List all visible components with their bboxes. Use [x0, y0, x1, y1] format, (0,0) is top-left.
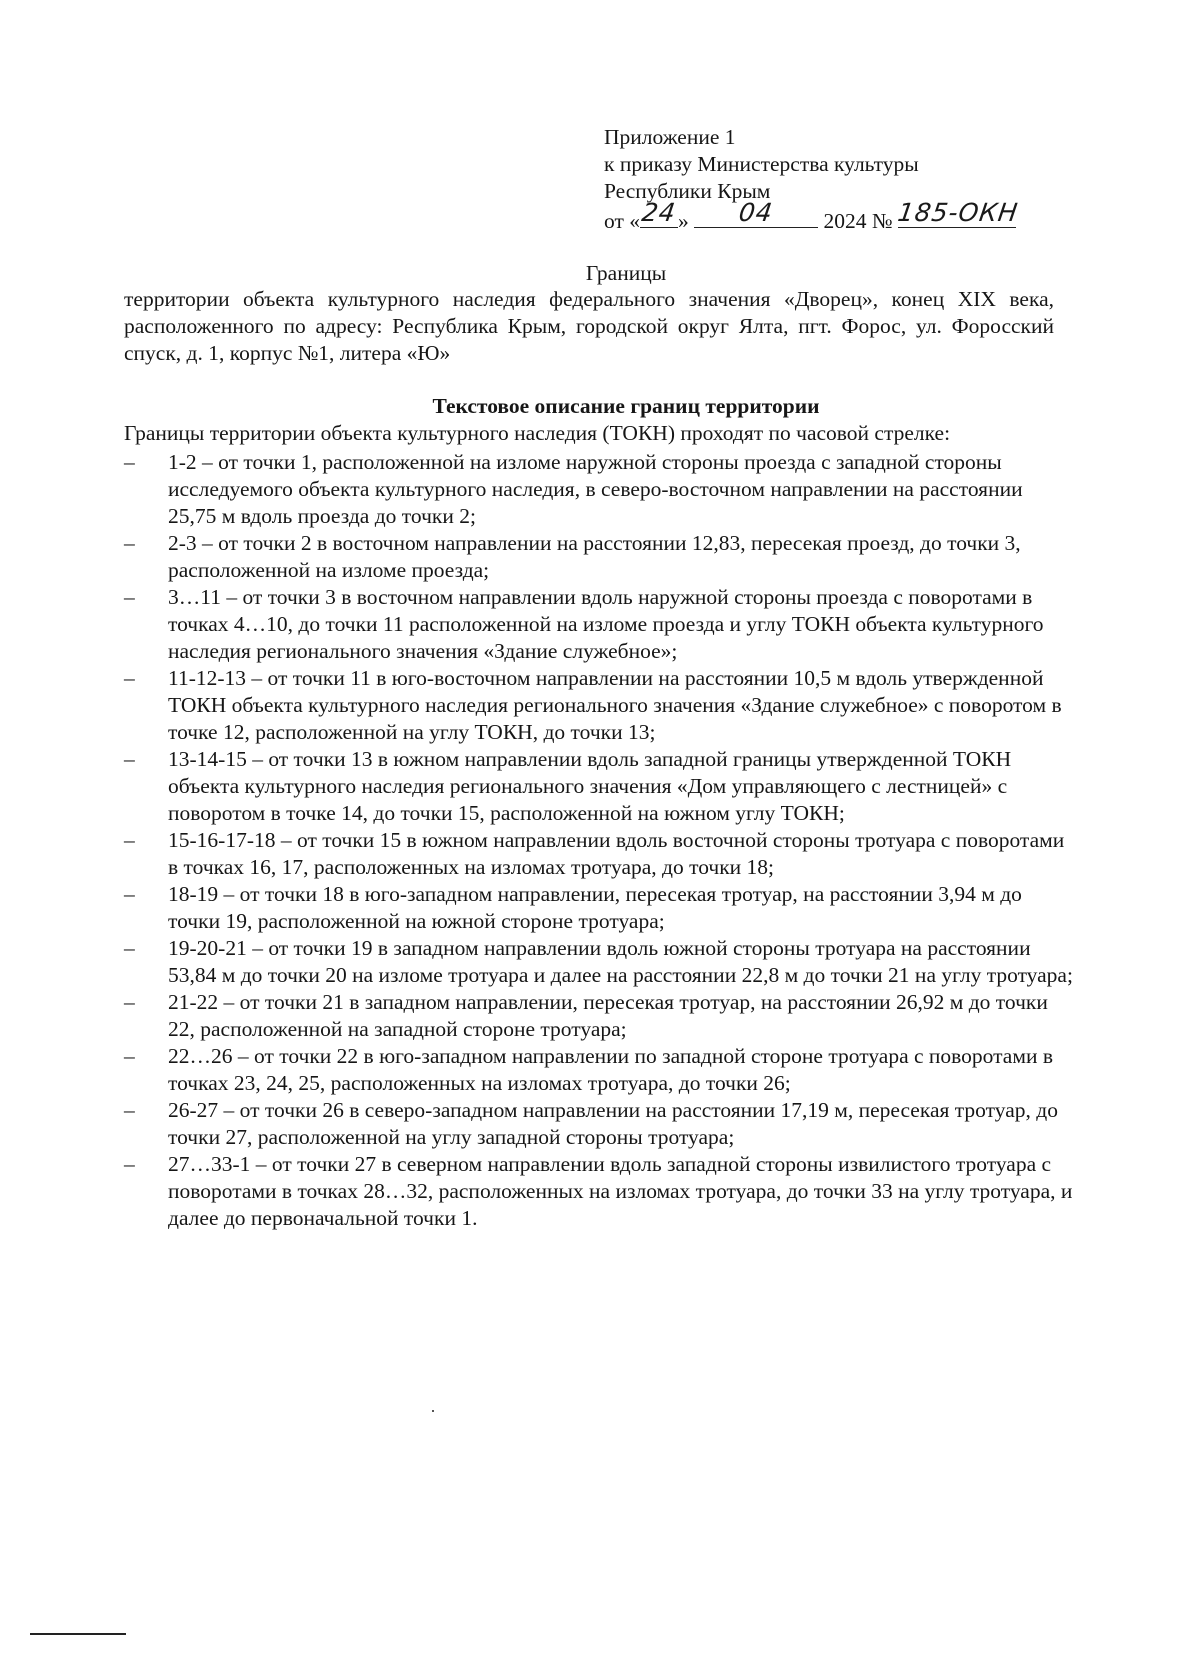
list-item-text: 21-22 – от точки 21 в западном направлении, пересекая тротуар, на расстоянии 26,92 м до точки 22, расположенной на западной стороне тротуара; — [168, 990, 1048, 1041]
section-title: Текстовое описание границ территории — [432, 394, 820, 418]
document-heading: Границы — [585, 261, 667, 285]
list-item — [124, 1043, 1074, 1097]
order-date-line — [604, 198, 1020, 235]
list-item — [124, 881, 1074, 935]
bullet-dash: – — [124, 1044, 135, 1068]
scan-speck — [432, 1410, 434, 1412]
list-item — [124, 827, 1074, 881]
month-blank — [694, 198, 818, 228]
list-item — [124, 530, 1074, 584]
appendix-line-3: Республики Крым — [604, 179, 771, 203]
list-item — [124, 665, 1074, 746]
boundary-list — [124, 449, 1074, 1232]
list-item — [124, 449, 1074, 530]
list-item-text: 26-27 – от точки 26 в северо-западном направлении на расстоянии 17,19 м, пересекая тротуар, до точки 27, расположенной на углу западной стороны тротуара; — [168, 1098, 1058, 1149]
number-blank — [895, 198, 1020, 228]
list-item-text: 13-14-15 – от точки 13 в южном направлении вдоль западной границы утвержденной ТОКН объекта культурного наследия регионального значения «Дом управляющего с лестницей» с поворотом в точке 14, до точки 15, расположенной на южном углу ТОКН; — [168, 747, 1012, 825]
bullet-dash: – — [124, 450, 135, 474]
appendix-line-2: к приказу Министерства культуры — [604, 152, 919, 176]
bullet-dash: – — [124, 1098, 135, 1122]
bullet-dash: – — [124, 1152, 135, 1176]
bullet-dash: – — [124, 747, 135, 771]
list-item-text: 19-20-21 – от точки 19 в западном направлении вдоль южной стороны тротуара на расстоянии 53,84 м до точки 20 на изломе тротуара и далее на расстоянии 22,8 м до точки 21 на углу тротуара; — [168, 936, 1073, 987]
bullet-dash: – — [124, 936, 135, 960]
year-and-number-label: 2024 № — [823, 209, 893, 233]
scan-corner-line — [30, 1633, 126, 1635]
list-item-text: 15-16-17-18 – от точки 15 в южном направлении вдоль восточной стороны тротуара с поворотами в точках 16, 17, расположенных на изломах тротуара, до точки 18; — [168, 828, 1065, 879]
bullet-dash: – — [124, 531, 135, 555]
list-item-text: 1-2 – от точки 1, расположенной на изломе наружной стороны проезда с западной стороны исследуемого объекта культурного наследия, в северо-восточном направлении на расстоянии 25,75 м вдоль проезда до точки 2; — [168, 450, 1023, 528]
list-item — [124, 989, 1074, 1043]
list-item-text: 27…33-1 – от точки 27 в северном направлении вдоль западной стороны извилистого тротуара с поворотами в точках 28…32, расположенных на изломах тротуара, до точки 33 на углу тротуара, и далее до первоначальной точки 1. — [168, 1152, 1073, 1230]
appendix-line-1: Приложение 1 — [604, 125, 736, 149]
list-item — [124, 584, 1074, 665]
appendix-block — [604, 124, 1020, 235]
bullet-dash: – — [124, 882, 135, 906]
list-item-text: 3…11 – от точки 3 в восточном направлении вдоль наружной стороны проезда с поворотами в точках 4…10, до точки 11 расположенной на изломе проезда и углу ТОКН объекта культурного наследия регионального значения «Здание служебное»; — [168, 585, 1044, 663]
list-item-text: 11-12-13 – от точки 11 в юго-восточном направлении на расстоянии 10,5 м вдоль утвержденной ТОКН объекта культурного наследия регионального значения «Здание служебное» с поворотом в точке 12, расположенной на углу ТОКН, до точки 13; — [168, 666, 1062, 744]
bullet-dash: – — [124, 828, 135, 852]
list-item — [124, 1097, 1074, 1151]
date-prefix: от « — [604, 209, 640, 233]
date-close-quote: » — [678, 209, 689, 233]
list-item-text: 22…26 – от точки 22 в юго-западном направлении по западной стороне тротуара с поворотами в точках 23, 24, 25, расположенных на изломах тротуара, до точки 26; — [168, 1044, 1053, 1095]
bullet-dash: – — [124, 585, 135, 609]
day-blank — [640, 198, 678, 228]
intro-paragraph: Границы территории объекта культурного наследия (ТОКН) проходят по часовой стрелке: — [124, 421, 951, 445]
list-item — [124, 1151, 1074, 1232]
list-item — [124, 746, 1074, 827]
list-item-text: 2-3 – от точки 2 в восточном направлении на расстоянии 12,83, пересекая проезд, до точки 3, расположенной на изломе проезда; — [168, 531, 1021, 582]
bullet-dash: – — [124, 990, 135, 1014]
list-item-text: 18-19 – от точки 18 в юго-западном направлении, пересекая тротуар, на расстоянии 3,94 м до точки 19, расположенной на южной стороне тротуара; — [168, 882, 1022, 933]
document-subject: территории объекта культурного наследия федерального значения «Дворец», конец XIX века, расположенного по адресу: Республика Крым, городской округ Ялта, пгт. Форос, ул. Форосский спуск, д. 1, корпус №1, литера «Ю» — [124, 287, 1054, 365]
bullet-dash: – — [124, 666, 135, 690]
handwritten-order-number: 185-ОКН — [895, 198, 1020, 227]
list-item — [124, 935, 1074, 989]
handwritten-day: 24 — [640, 198, 678, 227]
handwritten-month: 04 — [737, 198, 776, 227]
